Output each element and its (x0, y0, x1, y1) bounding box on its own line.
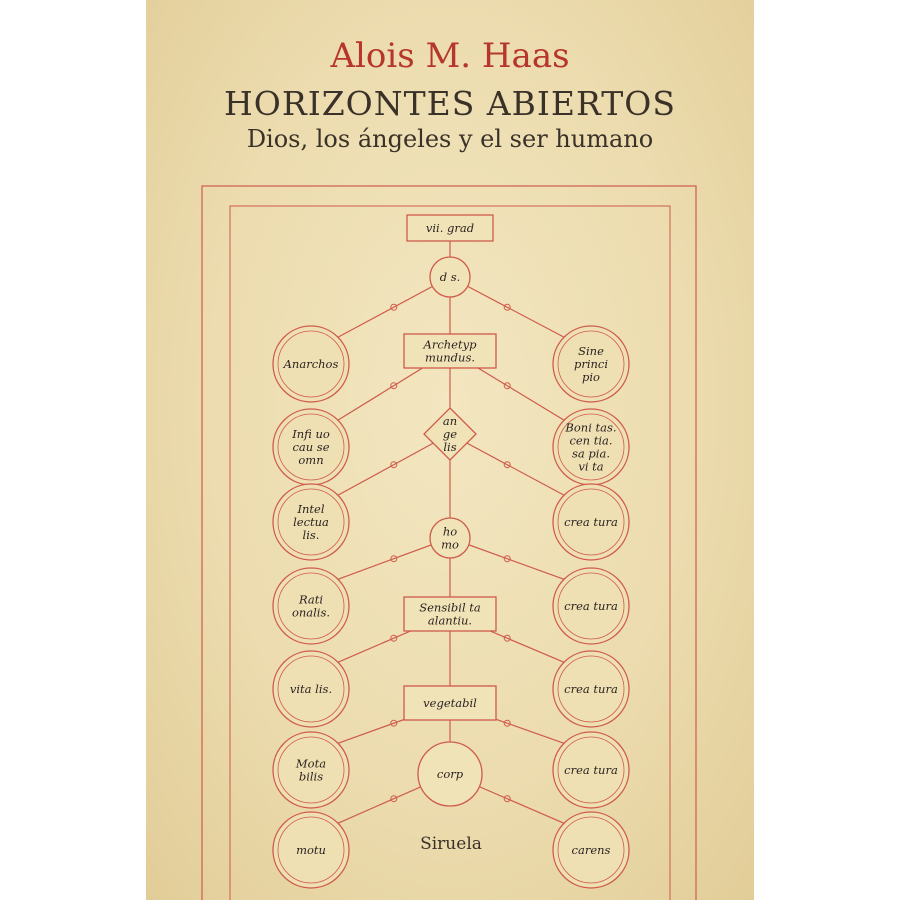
center-label-2-line: Archetyp (423, 337, 477, 352)
label-right-2-line: crea tura (564, 515, 618, 529)
label-left-3-line: Rati (298, 592, 324, 607)
publisher-name: Siruela (420, 834, 482, 854)
label-right-1-line: vi ta (578, 459, 604, 474)
label-left-1-line: Infi uo (292, 427, 330, 441)
label-left-2-line: lectua (293, 515, 329, 529)
center-label-5-line: Sensibil ta (419, 600, 481, 615)
center-label-3-line: ge (442, 427, 458, 441)
book-cover (146, 0, 754, 900)
label-left-3-line: onalis. (291, 605, 331, 620)
center-label-7-line: corp (436, 767, 464, 781)
center-label-1-line: d s. (439, 270, 461, 284)
center-label-5-line: alantiu. (427, 613, 473, 628)
author-name: Alois M. Haas (330, 36, 570, 76)
label-left-1-line: cau se (292, 440, 330, 454)
book-title: HORIZONTES ABIERTOS (224, 84, 676, 123)
label-right-0-line: pio (582, 370, 600, 384)
label-left-5-line: Mota (295, 756, 327, 771)
center-label-3-line: lis (443, 440, 457, 454)
label-left-1-line: omn (298, 453, 324, 467)
label-right-1-line: cen tia. (569, 433, 613, 448)
book-subtitle: Dios, los ángeles y el ser humano (246, 125, 654, 153)
center-label-2-line: mundus. (424, 350, 476, 365)
label-left-2-line: lis. (302, 528, 320, 542)
label-right-4-line: crea tura (564, 682, 618, 696)
center-label-4-line: ho (442, 524, 458, 539)
center-label-3-line: an (442, 414, 458, 428)
label-right-1-line: Boni tas. (565, 420, 617, 435)
label-right-0-line: Sine (578, 344, 604, 358)
center-label-6-line: vegetabil (423, 696, 477, 710)
label-right-1-line: sa pia. (572, 446, 610, 461)
label-left-6-line: motu (296, 843, 326, 857)
label-right-3-line: crea tura (564, 599, 618, 613)
label-left-5-line: bilis (298, 769, 324, 784)
label-left-0-line: Anarchos (283, 357, 339, 371)
label-left-4-line: vita lis. (289, 682, 333, 696)
center-label-0-line: vii. grad (425, 221, 475, 235)
label-left-2-line: Intel (297, 502, 325, 516)
label-right-6-line: carens (571, 843, 611, 857)
label-right-0-line: princi (573, 357, 609, 371)
center-label-4-line: mo (441, 537, 459, 552)
label-right-5-line: crea tura (564, 763, 618, 777)
